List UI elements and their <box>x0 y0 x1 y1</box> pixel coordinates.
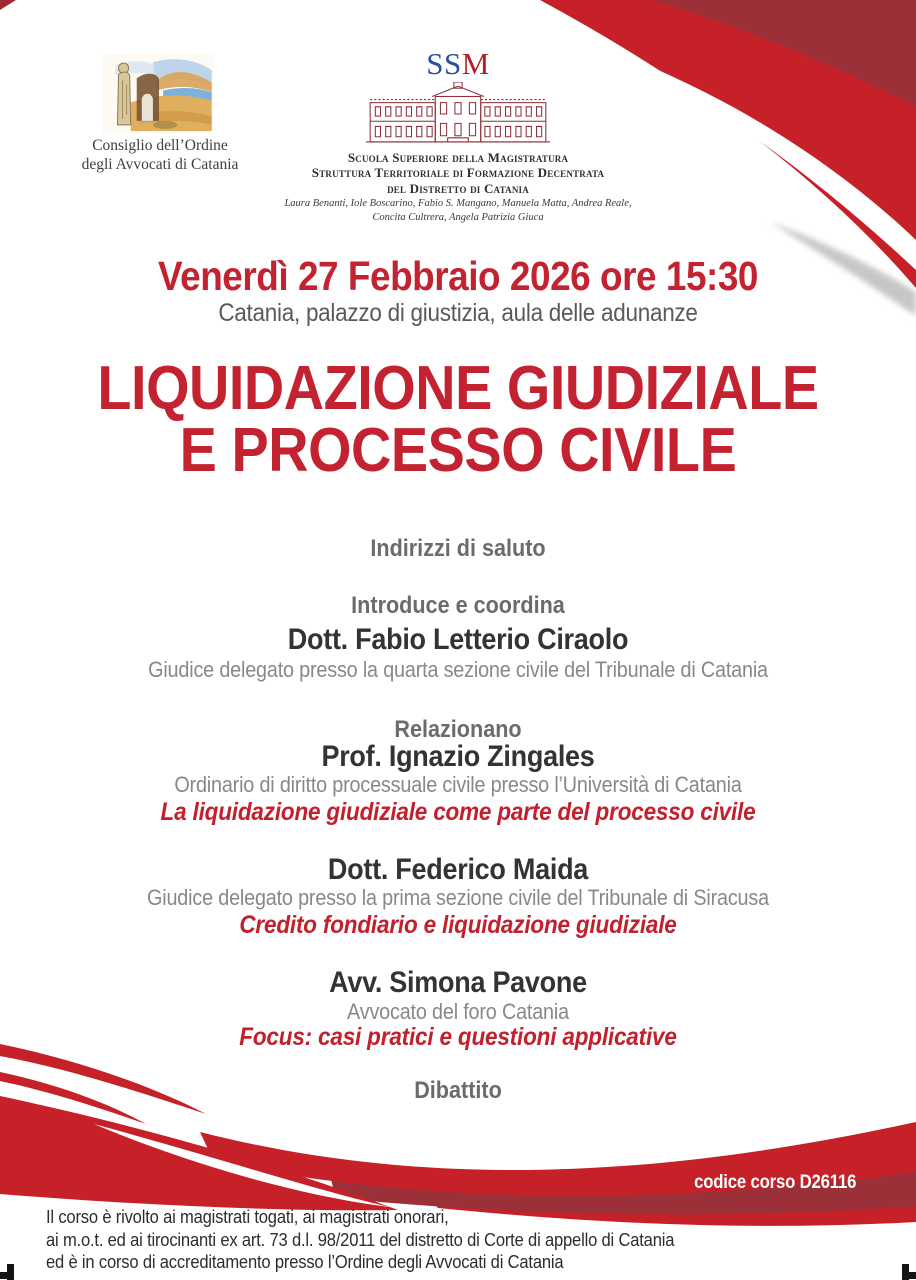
closing-heading <box>0 1077 916 1105</box>
corner-accent-triangle <box>0 0 16 10</box>
event-title-line1: LIQUIDAZIONE GIUDIZIALE <box>97 354 819 423</box>
intro-label <box>0 592 916 620</box>
ssm-acronym-m: M <box>461 46 490 81</box>
crop-mark-left <box>0 1264 14 1280</box>
speaker-topic-text: Focus: casi pratici e questioni applicative <box>239 1023 677 1051</box>
speaker-role <box>0 772 916 798</box>
speaker-name-text: Avv. Simona Pavone <box>329 966 587 999</box>
event-venue <box>0 299 916 328</box>
ssm-school-line2: Struttura Territoriale di Formazione Decentrata <box>311 165 605 181</box>
event-date <box>0 253 916 300</box>
footer-note-line2: ai m.o.t. ed ai tirocinanti ex art. 73 d.l. 98/2011 del distretto di Corte di appello di Catania <box>46 1229 675 1250</box>
speaker-topic <box>0 911 916 940</box>
speaker-role-text: Giudice delegato presso la prima sezione civile del Tribunale di Siracusa <box>147 885 769 910</box>
course-code-badge <box>672 1172 856 1194</box>
footer-note-line1: Il corso è rivolto ai magistrati togati, ai magistrati onorari, <box>46 1207 449 1227</box>
intro-speaker-role <box>0 657 916 683</box>
intro-speaker-name <box>0 623 916 657</box>
speaker-topic <box>0 1023 916 1052</box>
speaker-name <box>0 740 916 774</box>
ssm-acronym <box>0 46 916 82</box>
intro-speaker-role-text: Giudice delegato presso la quarta sezione civile del Tribunale di Catania <box>148 657 768 682</box>
ssm-palace-icon <box>359 82 557 144</box>
intro-label-text: Introduce e coordina <box>351 592 565 619</box>
speaker-role <box>0 999 916 1025</box>
ssm-acronym-ss: SS <box>426 46 462 81</box>
event-venue-text: Catania, palazzo di giustizia, aula delle adunanze <box>218 299 698 327</box>
speakers-label-text: Relazionano <box>394 716 522 743</box>
speaker-name <box>0 853 916 887</box>
ssm-school-line1: Scuola Superiore della Magistratura <box>347 150 569 165</box>
greetings-heading <box>0 535 916 563</box>
closing-heading-text: Dibattito <box>414 1077 502 1104</box>
speaker-topic-text: La liquidazione giudiziale come parte del processo civile <box>160 798 756 826</box>
ssm-members <box>0 197 916 225</box>
order-caption-line2: degli Avvocati di Catania <box>81 156 239 174</box>
event-title-line2: E PROCESSO CIVILE <box>179 416 737 485</box>
speaker-topic <box>0 798 916 827</box>
greetings-heading-text: Indirizzi di saluto <box>370 535 546 562</box>
ssm-school-line3: del Distretto di Catania <box>387 180 529 196</box>
course-code-text: codice corso D26116 <box>693 1172 856 1193</box>
speaker-name-text: Prof. Ignazio Zingales <box>321 740 595 773</box>
footer-note <box>46 1206 846 1274</box>
ssm-members-line2: Concita Cultrera, Angela Patrizia Giuca <box>372 212 544 224</box>
event-title <box>0 354 916 485</box>
crop-mark-right <box>902 1264 916 1280</box>
ssm-school-name <box>0 150 916 196</box>
speaker-role <box>0 885 916 911</box>
speaker-role-text: Ordinario di diritto processuale civile presso l’Università di Catania <box>174 772 742 797</box>
bottom-swoosh <box>0 1044 916 1226</box>
footer-note-line3: ed è in corso di accreditamento presso l’Ordine degli Avvocati di Catania <box>46 1252 564 1272</box>
event-date-text: Venerdì 27 Febbraio 2026 ore 15:30 <box>157 253 759 299</box>
order-caption-line1: Consiglio dell’Ordine <box>92 137 228 154</box>
speaker-role-text: Avvocato del foro Catania <box>347 999 569 1024</box>
speaker-topic-text: Credito fondiario e liquidazione giudiziale <box>239 911 677 939</box>
ssm-palace-logo <box>0 82 916 149</box>
speaker-name <box>0 966 916 1000</box>
intro-speaker-name-text: Dott. Fabio Letterio Ciraolo <box>287 623 629 656</box>
speaker-name-text: Dott. Federico Maida <box>327 853 589 886</box>
ssm-members-line1: Laura Benanti, Iole Boscarino, Fabio S. Mangano, Manuela Matta, Andrea Reale, <box>284 198 632 209</box>
